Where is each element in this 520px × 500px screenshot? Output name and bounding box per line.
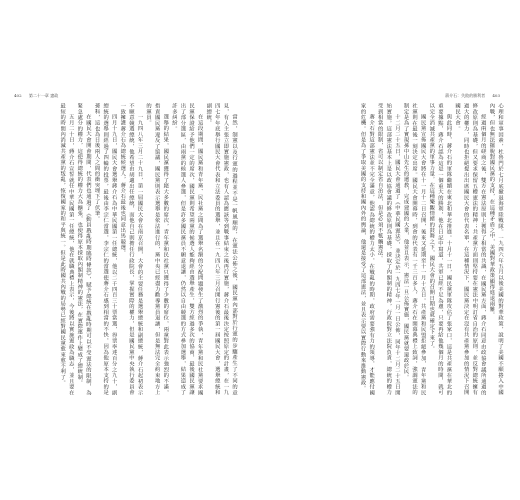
paragraph: 十二月二十五日，國民大會通過了《中華民國憲法》，並決定於一九四七年一月一日公佈，同年十二月二十五日開始實施。這部憲法基本上是以政協會議的修改原則為基礎，採取了內閣制的精神，行政院對立法院負責，總統的權力受到相當的限制，省可以制定省自治法，但是必須不牴觸憲法。 bbox=[376, 103, 400, 395]
right-page-number: 403 bbox=[492, 93, 500, 98]
paragraph: 一九四八年三月二十九日，第一屆國民大會在南京召開，大會的主要任務是選舉總統和副總統，蔣介石起初表示不願意競選總統，他希望由胡適出任總統，而他自己則擔任行政院長，掌握實際的權力，但是國民黨中央執行委員會一致擁護蔣介石為總統候選人，蔣介石最後也同意出馬競選。 bbox=[119, 103, 143, 395]
paragraph: 在國民大會開會期間，代表們也通過了《動員戡亂時期臨時條款》，賦予總統在戡亂時期可以不受憲法的限制，為緊急處分的權力，這使得總統的權力大為擴張，也使得原本採取內閣制精神的憲法，在實際運作上變成了總統制。 bbox=[76, 103, 91, 395]
paragraph: 選舉的結果，國民黨獲得了絕大多數的席次，青年黨和民社黨只獲得了少數的席位，兩黨對此表示強烈的不滿，指責國民黨違反了協議，國民黨則表示選舉是依法進行的，黨中央已經盡力勸導黨員退讓，但是無法完全約束地方上的黨員。 bbox=[145, 103, 169, 395]
right-page-body bbox=[268, 103, 504, 395]
paragraph: 五月二十日，蔣介石宣誓就任中華民國第一任總統，他在就職典禮上表示，今後將以實施憲政為職志，並且要在最短的時間內消滅共產黨的叛亂，恢復國家的和平與統一。但是此時國共內戰的局勢已經對國民黨愈來愈不利了。 bbox=[59, 103, 74, 395]
paragraph: 心理和軍事因素，杜魯門於七月底撤退海軍陸戰隊。一九四六年五月以後美國的對華政策，說明了美國不願捲入中國內戰，但也無法擺脫對國民黨的支持，在這種矛盾之中，美國對華政策顯得進退兩難。 bbox=[488, 103, 503, 395]
right-page-header bbox=[445, 93, 506, 98]
paragraph: 四月十九日，國民大會選舉蔣介石為中華民國第一任總統，他以二千四百三十票當選，得票率達百分之九十，副總統的選舉則經過了四輪的投票，最後由李宗仁當選，李宗仁的當選使蔣介石感到相當的不快，因為他原本支持的是孫科，這也為日後兩人之間的衝突埋下了伏筆。 bbox=[93, 103, 117, 395]
left-running-title: 第二十一章 憲政 bbox=[28, 93, 59, 98]
left-page-header bbox=[14, 93, 64, 98]
right-running-title: 蔣介石：失敗的勝利者 bbox=[445, 93, 486, 98]
paragraph: 蔣介石對這部憲法並不完全滿意，他認為總統的權力太小，在戰亂的時期，政府需要強有力的領導，才能應付國家的危機。但是為了爭取美國的支持和國內外的輿論，他還是接受了這部憲法，並且表示要以實際行動來推動憲政。 bbox=[359, 103, 375, 395]
left-page-body bbox=[16, 103, 238, 395]
paragraph: 經過兩個月的磋商之後，雙方在憲法原則上獲得了相當的共識，在國民黨方面，蔣介石同意由政協會議所通過的修改原則為基礎，但又要求保留五權憲法的精神；共產黨方面則堅持要在憲法中明訂省自治的原則，並反對總統擁有過大的權力，同時也拒絕提出出席國民大會的代表名單，在這種情況下，國民黨決定在沒有共產黨參加的情況下召開國民大會。 bbox=[454, 103, 486, 395]
paragraph: 國民黨宣佈國民大會將在十一月十二日召開，後來又延期至十一月十五日。共產黨和民盟拒絕參加，青年黨和民社黨則在最後一刻決定出席。國民大會開幕時，到會的代表有一千三百多人，蔣介石在開幕典禮上致詞，強調憲法的制定是為了實現孫中山先生的遺教，完成建國的大業，他並且表示，憲法一旦公佈實施，國民黨就要還政於民。 bbox=[402, 103, 426, 395]
left-page-number: 402 bbox=[14, 93, 22, 98]
paragraph: 在這段期間，國民黨和青年黨、民社黨之間為了選舉名額的分配問題發生了激烈的爭執，青年黨和民社黨要求國民黨保證給予他們一定的席次，國民黨則希望兩黨的候選人能夠經由選舉產生，雙方經過多次的協商，最後國民黨讓出了部分選區，由兩黨的候選人參選，但是許多國民黨員不願意退讓，仍然以自由競選的方式參加選舉，結果造成了許多糾紛。 bbox=[170, 103, 203, 395]
paragraph: 當然，制憲以及行憲的過程並不是一帆風順的，在憲法公佈之後，國民黨內部對於行憲的步驟產生了不同的意見，有人主張立即實施憲政，也有人認為應該等到戰事結束之後再行實施，蔣介石最後決定按照原定的計畫，在一九四七年年底舉行國民大會代表和立法委員的選舉，並且在一九四八年三月召開行憲後的第一屆國民大會，選舉總統和副總統。 bbox=[205, 103, 237, 395]
paragraph: 與此同時，蔣介石的軍隊繼續在東北和華北推進。十月十一日，國民黨軍隊攻佔了張家口，這是共產黨在華北的重要據點，蔣介石認為這是一個重大的勝利，他在日記中寫道，共軍已經不足為慮，只要再給他幾個月的時間，就可以完全消滅共產黨的軍事力量。在這種樂觀情緒的鼓舞之下，國民大會的召開日期也就確定下來了。 bbox=[428, 103, 452, 395]
